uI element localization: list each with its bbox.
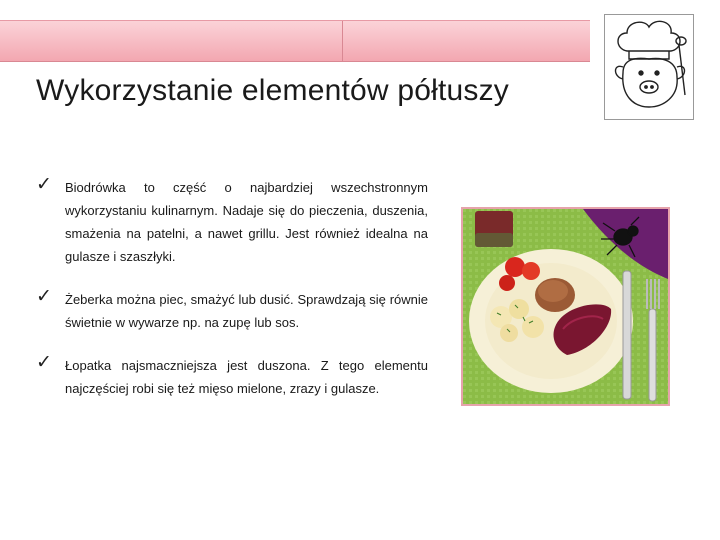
bullet-item	[36, 176, 428, 268]
header-bar	[0, 20, 590, 62]
bullet-item	[36, 288, 428, 334]
bullet-text: Łopatka najsmaczniejsza jest duszona. Z tego elementu najczęściej robi się też mięso mielone, zrazy i gulasze.	[65, 358, 428, 396]
bullet-text: Żeberka można piec, smażyć lub dusić. Sprawdzają się równie świetnie w wywarze np. na zupę lub sos.	[65, 292, 428, 330]
plate-of-food-photo	[461, 207, 670, 406]
plate-of-food-drawing	[463, 209, 668, 404]
chef-pig-logo-drawing	[605, 15, 693, 119]
header-bar-divider	[342, 21, 343, 61]
slide-title: Wykorzystanie elementów półtuszy	[36, 74, 509, 107]
chef-pig-logo	[604, 14, 694, 120]
bullet-item	[36, 354, 428, 400]
bullet-list	[36, 176, 428, 420]
checkmark-icon: ✓	[36, 352, 52, 373]
bullet-text: Biodrówka to część o najbardziej wszechstronnym wykorzystaniu kulinarnym. Nadaje się do pieczenia, duszenia, smażenia na patelni, a nawet grillu. Jest również idealna na gulasze i szaszłyki.	[65, 180, 428, 264]
checkmark-icon: ✓	[36, 286, 52, 307]
checkmark-icon: ✓	[36, 174, 52, 195]
